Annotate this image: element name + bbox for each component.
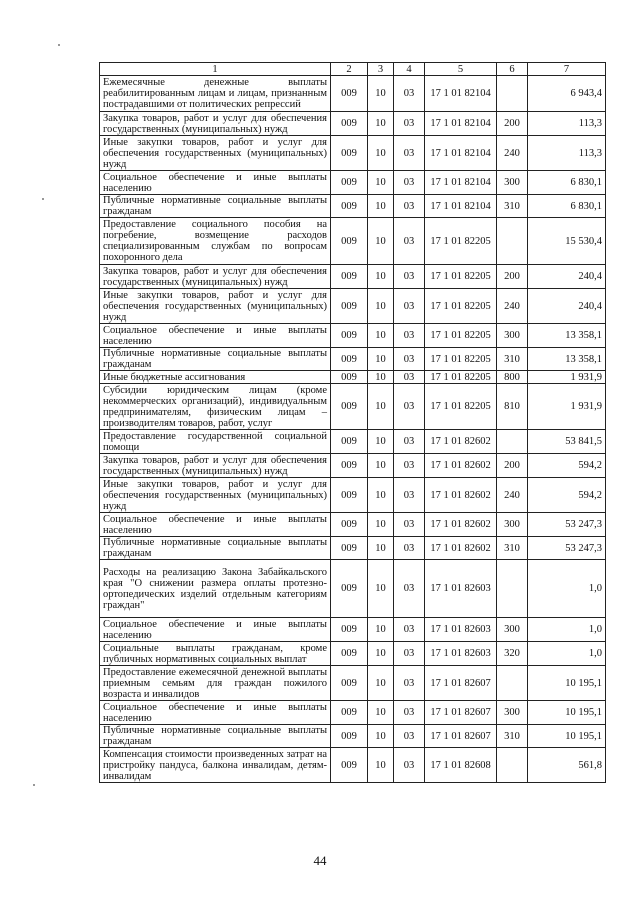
table-row xyxy=(100,478,606,513)
cell-c4: 03 xyxy=(394,513,425,537)
cell-c7: 594,2 xyxy=(528,454,606,478)
cell-c4: 03 xyxy=(394,642,425,666)
cell-c5: 17 1 01 82607 xyxy=(425,725,497,748)
scan-speck xyxy=(42,198,44,200)
cell-c6: 300 xyxy=(497,324,528,348)
cell-c2: 009 xyxy=(331,560,368,618)
cell-c6: 800 xyxy=(497,371,528,384)
cell-c4: 03 xyxy=(394,618,425,642)
cell-c2: 009 xyxy=(331,136,368,171)
column-header: 3 xyxy=(368,63,394,76)
cell-c6: 200 xyxy=(497,454,528,478)
cell-c4: 03 xyxy=(394,748,425,783)
cell-c3: 10 xyxy=(368,171,394,195)
column-header: 6 xyxy=(497,63,528,76)
cell-c6: 240 xyxy=(497,478,528,513)
table-row xyxy=(100,642,606,666)
row-description: Иные закупки товаров, работ и услуг для обеспечения государственных (муниципальных) нужд xyxy=(100,478,331,513)
cell-c6: 240 xyxy=(497,136,528,171)
cell-c6: 200 xyxy=(497,112,528,136)
cell-c7: 6 830,1 xyxy=(528,195,606,218)
cell-c5: 17 1 01 82603 xyxy=(425,560,497,618)
cell-c4: 03 xyxy=(394,195,425,218)
row-description: Социальное обеспечение и иные выплаты населению xyxy=(100,701,331,725)
cell-c2: 009 xyxy=(331,537,368,560)
budget-table xyxy=(99,62,606,783)
table-row xyxy=(100,112,606,136)
cell-c3: 10 xyxy=(368,454,394,478)
cell-c4: 03 xyxy=(394,478,425,513)
cell-c6 xyxy=(497,76,528,112)
cell-c3: 10 xyxy=(368,748,394,783)
cell-c4: 03 xyxy=(394,454,425,478)
row-description: Социальное обеспечение и иные выплаты населению xyxy=(100,513,331,537)
row-description: Ежемесячные денежные выплаты реабилитированным лицам и лицам, признанным пострадавшими от политических репрессий xyxy=(100,76,331,112)
cell-c5: 17 1 01 82205 xyxy=(425,324,497,348)
row-description: Иные закупки товаров, работ и услуг для обеспечения государственных (муниципальных) нужд xyxy=(100,289,331,324)
cell-c5: 17 1 01 82205 xyxy=(425,371,497,384)
cell-c7: 1,0 xyxy=(528,642,606,666)
column-header: 2 xyxy=(331,63,368,76)
row-description: Социальное обеспечение и иные выплаты населению xyxy=(100,171,331,195)
cell-c3: 10 xyxy=(368,265,394,289)
table-row xyxy=(100,701,606,725)
cell-c7: 113,3 xyxy=(528,136,606,171)
cell-c6: 320 xyxy=(497,642,528,666)
cell-c5: 17 1 01 82205 xyxy=(425,384,497,430)
cell-c3: 10 xyxy=(368,701,394,725)
column-header: 7 xyxy=(528,63,606,76)
cell-c3: 10 xyxy=(368,725,394,748)
row-description: Публичные нормативные социальные выплаты гражданам xyxy=(100,195,331,218)
cell-c3: 10 xyxy=(368,478,394,513)
row-description: Предоставление ежемесячной денежной выплаты приемным семьям для граждан пожилого возраста и инвалидов xyxy=(100,666,331,701)
row-description: Закупка товаров, работ и услуг для обеспечения государственных (муниципальных) нужд xyxy=(100,454,331,478)
cell-c2: 009 xyxy=(331,642,368,666)
cell-c4: 03 xyxy=(394,289,425,324)
cell-c7: 6 830,1 xyxy=(528,171,606,195)
cell-c6 xyxy=(497,560,528,618)
cell-c7: 240,4 xyxy=(528,265,606,289)
cell-c6: 200 xyxy=(497,265,528,289)
row-description: Предоставление социального пособия на погребение, возмещение расходов специализированным службам по вопросам похоронного дела xyxy=(100,218,331,265)
column-header: 1 xyxy=(100,63,331,76)
cell-c2: 009 xyxy=(331,324,368,348)
cell-c7: 561,8 xyxy=(528,748,606,783)
cell-c7: 13 358,1 xyxy=(528,324,606,348)
cell-c6: 310 xyxy=(497,195,528,218)
row-description: Социальное обеспечение и иные выплаты населению xyxy=(100,618,331,642)
cell-c4: 03 xyxy=(394,560,425,618)
cell-c6 xyxy=(497,666,528,701)
cell-c7: 1,0 xyxy=(528,618,606,642)
cell-c3: 10 xyxy=(368,76,394,112)
table-row xyxy=(100,430,606,454)
cell-c2: 009 xyxy=(331,618,368,642)
cell-c3: 10 xyxy=(368,537,394,560)
cell-c2: 009 xyxy=(331,112,368,136)
cell-c4: 03 xyxy=(394,384,425,430)
table-row xyxy=(100,289,606,324)
table-row xyxy=(100,348,606,371)
table-row xyxy=(100,666,606,701)
cell-c7: 1 931,9 xyxy=(528,371,606,384)
table-row xyxy=(100,384,606,430)
cell-c4: 03 xyxy=(394,112,425,136)
cell-c3: 10 xyxy=(368,371,394,384)
row-description: Закупка товаров, работ и услуг для обеспечения государственных (муниципальных) нужд xyxy=(100,265,331,289)
cell-c2: 009 xyxy=(331,348,368,371)
cell-c4: 03 xyxy=(394,76,425,112)
cell-c7: 10 195,1 xyxy=(528,666,606,701)
cell-c5: 17 1 01 82603 xyxy=(425,642,497,666)
cell-c6 xyxy=(497,218,528,265)
cell-c2: 009 xyxy=(331,265,368,289)
row-description: Субсидии юридическим лицам (кроме некоммерческих организаций), индивидуальным предпринимателям, физическим лицам – производителям товаров, работ, услуг xyxy=(100,384,331,430)
cell-c3: 10 xyxy=(368,384,394,430)
cell-c5: 17 1 01 82602 xyxy=(425,513,497,537)
cell-c3: 10 xyxy=(368,112,394,136)
row-description: Публичные нормативные социальные выплаты гражданам xyxy=(100,537,331,560)
cell-c5: 17 1 01 82607 xyxy=(425,701,497,725)
row-description: Публичные нормативные социальные выплаты гражданам xyxy=(100,348,331,371)
cell-c5: 17 1 01 82104 xyxy=(425,76,497,112)
cell-c4: 03 xyxy=(394,136,425,171)
cell-c5: 17 1 01 82608 xyxy=(425,748,497,783)
cell-c2: 009 xyxy=(331,666,368,701)
cell-c7: 10 195,1 xyxy=(528,725,606,748)
cell-c7: 1,0 xyxy=(528,560,606,618)
cell-c2: 009 xyxy=(331,171,368,195)
cell-c4: 03 xyxy=(394,701,425,725)
cell-c2: 009 xyxy=(331,289,368,324)
cell-c5: 17 1 01 82104 xyxy=(425,112,497,136)
table-row xyxy=(100,218,606,265)
cell-c2: 009 xyxy=(331,430,368,454)
cell-c2: 009 xyxy=(331,454,368,478)
cell-c5: 17 1 01 82603 xyxy=(425,618,497,642)
cell-c6: 310 xyxy=(497,725,528,748)
cell-c6 xyxy=(497,430,528,454)
cell-c3: 10 xyxy=(368,348,394,371)
cell-c2: 009 xyxy=(331,384,368,430)
cell-c4: 03 xyxy=(394,171,425,195)
cell-c7: 15 530,4 xyxy=(528,218,606,265)
cell-c7: 6 943,4 xyxy=(528,76,606,112)
cell-c7: 240,4 xyxy=(528,289,606,324)
cell-c4: 03 xyxy=(394,666,425,701)
table-row xyxy=(100,618,606,642)
cell-c2: 009 xyxy=(331,725,368,748)
cell-c5: 17 1 01 82602 xyxy=(425,537,497,560)
cell-c4: 03 xyxy=(394,537,425,560)
cell-c5: 17 1 01 82104 xyxy=(425,195,497,218)
cell-c4: 03 xyxy=(394,348,425,371)
cell-c2: 009 xyxy=(331,748,368,783)
row-description: Публичные нормативные социальные выплаты гражданам xyxy=(100,725,331,748)
cell-c5: 17 1 01 82602 xyxy=(425,478,497,513)
table-row xyxy=(100,195,606,218)
cell-c2: 009 xyxy=(331,701,368,725)
cell-c6: 240 xyxy=(497,289,528,324)
table-row xyxy=(100,324,606,348)
cell-c4: 03 xyxy=(394,725,425,748)
table-row xyxy=(100,265,606,289)
cell-c6: 310 xyxy=(497,348,528,371)
table-row xyxy=(100,513,606,537)
table-row xyxy=(100,454,606,478)
table-row xyxy=(100,136,606,171)
cell-c6: 810 xyxy=(497,384,528,430)
cell-c5: 17 1 01 82607 xyxy=(425,666,497,701)
cell-c6: 300 xyxy=(497,701,528,725)
cell-c7: 53 247,3 xyxy=(528,537,606,560)
cell-c3: 10 xyxy=(368,136,394,171)
table-row xyxy=(100,371,606,384)
cell-c3: 10 xyxy=(368,642,394,666)
column-header: 5 xyxy=(425,63,497,76)
row-description: Расходы на реализацию Закона Забайкальского края "О снижении размера оплаты протезно-ортопедических изделий отдельным категориям граждан" xyxy=(100,560,331,618)
cell-c3: 10 xyxy=(368,560,394,618)
cell-c3: 10 xyxy=(368,513,394,537)
table-row xyxy=(100,725,606,748)
cell-c2: 009 xyxy=(331,218,368,265)
cell-c3: 10 xyxy=(368,666,394,701)
scan-speck xyxy=(58,44,60,46)
header-row xyxy=(100,63,606,76)
row-description: Иные закупки товаров, работ и услуг для обеспечения государственных (муниципальных) нужд xyxy=(100,136,331,171)
table-row xyxy=(100,76,606,112)
table-row xyxy=(100,748,606,783)
cell-c2: 009 xyxy=(331,478,368,513)
cell-c7: 10 195,1 xyxy=(528,701,606,725)
cell-c6: 300 xyxy=(497,171,528,195)
cell-c7: 53 247,3 xyxy=(528,513,606,537)
cell-c2: 009 xyxy=(331,371,368,384)
cell-c6: 300 xyxy=(497,618,528,642)
cell-c3: 10 xyxy=(368,430,394,454)
cell-c4: 03 xyxy=(394,218,425,265)
cell-c2: 009 xyxy=(331,76,368,112)
cell-c6: 310 xyxy=(497,537,528,560)
cell-c5: 17 1 01 82205 xyxy=(425,265,497,289)
cell-c2: 009 xyxy=(331,195,368,218)
cell-c5: 17 1 01 82602 xyxy=(425,430,497,454)
cell-c5: 17 1 01 82205 xyxy=(425,289,497,324)
row-description: Закупка товаров, работ и услуг для обеспечения государственных (муниципальных) нужд xyxy=(100,112,331,136)
cell-c3: 10 xyxy=(368,218,394,265)
cell-c3: 10 xyxy=(368,324,394,348)
cell-c6: 300 xyxy=(497,513,528,537)
cell-c5: 17 1 01 82205 xyxy=(425,348,497,371)
table-row xyxy=(100,171,606,195)
row-description: Социальные выплаты гражданам, кроме публичных нормативных социальных выплат xyxy=(100,642,331,666)
row-description: Предоставление государственной социальной помощи xyxy=(100,430,331,454)
cell-c5: 17 1 01 82205 xyxy=(425,218,497,265)
column-header: 4 xyxy=(394,63,425,76)
scan-speck xyxy=(33,784,35,786)
row-description: Компенсация стоимости произведенных затрат на пристройку пандуса, балкона инвалидам, детям-инвалидам xyxy=(100,748,331,783)
cell-c7: 13 358,1 xyxy=(528,348,606,371)
cell-c5: 17 1 01 82104 xyxy=(425,136,497,171)
cell-c3: 10 xyxy=(368,618,394,642)
table-body xyxy=(100,76,606,783)
cell-c4: 03 xyxy=(394,265,425,289)
cell-c7: 113,3 xyxy=(528,112,606,136)
cell-c4: 03 xyxy=(394,371,425,384)
cell-c3: 10 xyxy=(368,289,394,324)
cell-c4: 03 xyxy=(394,324,425,348)
cell-c5: 17 1 01 82602 xyxy=(425,454,497,478)
row-description: Иные бюджетные ассигнования xyxy=(100,371,331,384)
cell-c2: 009 xyxy=(331,513,368,537)
cell-c4: 03 xyxy=(394,430,425,454)
table-row xyxy=(100,537,606,560)
cell-c7: 1 931,9 xyxy=(528,384,606,430)
cell-c7: 594,2 xyxy=(528,478,606,513)
row-description: Социальное обеспечение и иные выплаты населению xyxy=(100,324,331,348)
cell-c5: 17 1 01 82104 xyxy=(425,171,497,195)
cell-c6 xyxy=(497,748,528,783)
page-number: 44 xyxy=(313,853,327,868)
cell-c7: 53 841,5 xyxy=(528,430,606,454)
cell-c3: 10 xyxy=(368,195,394,218)
table-row xyxy=(100,560,606,618)
